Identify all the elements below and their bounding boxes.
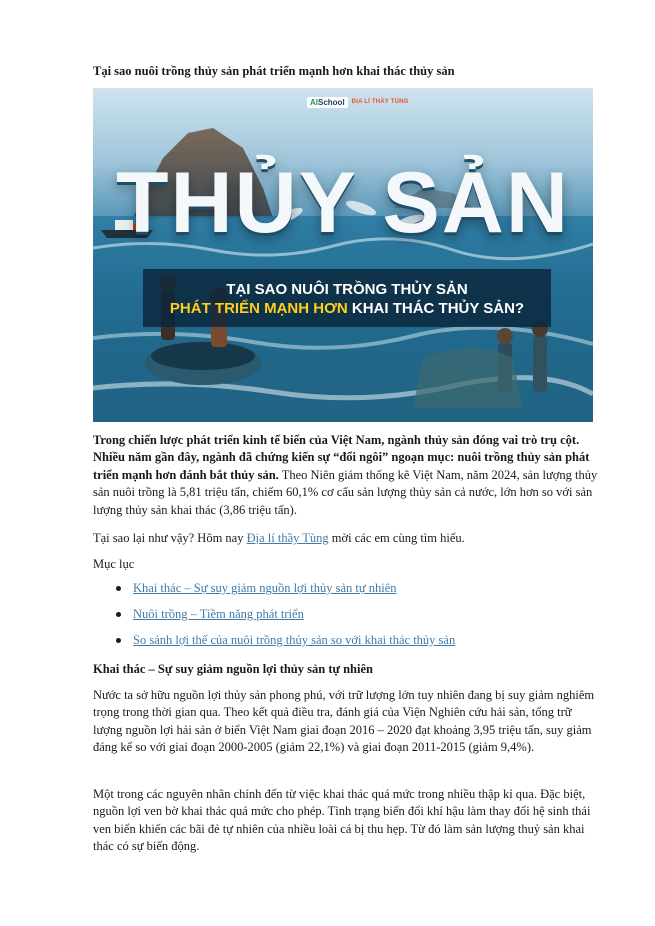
toc-item	[115, 606, 595, 632]
banner-highlight: PHÁT TRIỂN MẠNH HƠN	[169, 300, 348, 317]
question-text-after: mời các em cùng tìm hiểu.	[328, 531, 465, 545]
table-of-contents	[115, 580, 595, 658]
bullet-icon	[116, 612, 121, 617]
banner-line-2	[143, 299, 551, 319]
seascape-illustration	[93, 88, 593, 422]
hero-banner	[143, 269, 551, 327]
question-text-before: Tại sao lại như vậy? Hôm nay	[93, 531, 247, 545]
toc-item	[115, 632, 595, 658]
hero-big-title: THỦY SẢN	[115, 155, 571, 251]
toc-link-so-sanh[interactable]: So sánh lợi thế của nuôi trồng thủy sản so với khai thác thủy sản	[133, 633, 456, 647]
question-paragraph	[93, 530, 599, 547]
intro-bold-text: Trong chiến lược phát triển kinh tế biển của Việt Nam, ngành thủy sản đóng vai trò trụ cột. Nhiều năm gần đây, ngành đã chứng kiến sự “đổi ngôi” ngoạn mục: nuôi trồng thủy sản phát triển mạnh hơn đánh bắt thủy sản.	[93, 433, 590, 482]
bullet-icon	[116, 586, 121, 591]
banner-line-1: TẠI SAO NUÔI TRỒNG THỦY SẢN	[226, 281, 468, 298]
hero-image	[93, 88, 593, 422]
intro-paragraph	[93, 432, 599, 519]
aischool-logo: AISchool	[307, 97, 348, 108]
section-paragraph-2: Một trong các nguyên nhân chính đến từ việc khai thác quá mức trong nhiều thập kỉ qua. Đặc biệt, nguồn lợi ven bờ khai thác quá mức cho phép. Tình trạng biến đổi khí hậu làm thay đổi hệ sinh thái ven biển khiến các bãi đẻ tự nhiên của nhiều loài cá bị thu hẹp. Từ đó làm sản lượng thuỷ sản khai thác có sự biến động.	[93, 787, 591, 854]
toc-item	[115, 580, 595, 606]
author-link[interactable]: Địa lí thầy Tùng	[246, 531, 329, 545]
toc-heading: Mục lục	[93, 557, 135, 571]
bullet-icon	[116, 638, 121, 643]
section-heading: Khai thác – Sự suy giảm nguồn lợi thủy sản tự nhiên	[93, 662, 373, 676]
brand-logos	[307, 94, 409, 110]
banner-line-2-rest: KHAI THÁC THỦY SẢN?	[347, 300, 525, 317]
toc-link-nuoi-trong[interactable]: Nuôi trồng – Tiềm năng phát triển	[133, 607, 304, 621]
partner-logo: ĐỊA LÍ THẦY TÙNG	[351, 99, 409, 105]
toc-link-khai-thac[interactable]: Khai thác – Sự suy giảm nguồn lợi thủy sản tự nhiên	[133, 581, 397, 595]
intro-rest-text: Theo Niên giám thống kê Việt Nam, năm 2024, sản lượng thủy sản nuôi trồng là 5,81 triệu tấn, chiếm 60,1% cơ cấu sản lượng thủy sản cả nước, lớn hơn so với sản lượng thủy sản khai thác (3,86 triệu tấn).	[93, 467, 598, 517]
section-paragraph-1: Nước ta sở hữu nguồn lợi thủy sản phong phú, với trữ lượng lớn tuy nhiên đang bị suy giảm nghiêm trọng trong thời gian qua. Theo kết quả điều tra, đánh giá của Viện Nghiên cứu hải sản, tổng trữ lượng nguồn lợi hải sản ở biển Việt Nam giai đoạn 2016 – 2020 đạt khoảng 3,95 triệu tấn, suy giảm đáng kể so với giai đoạn 2000-2005 (giảm 22,1%) và giai đoạn 2011-2015 (giảm 9,4%).	[93, 688, 595, 755]
article-title: Tại sao nuôi trồng thủy sản phát triển mạnh hơn khai thác thủy sản	[93, 64, 455, 78]
